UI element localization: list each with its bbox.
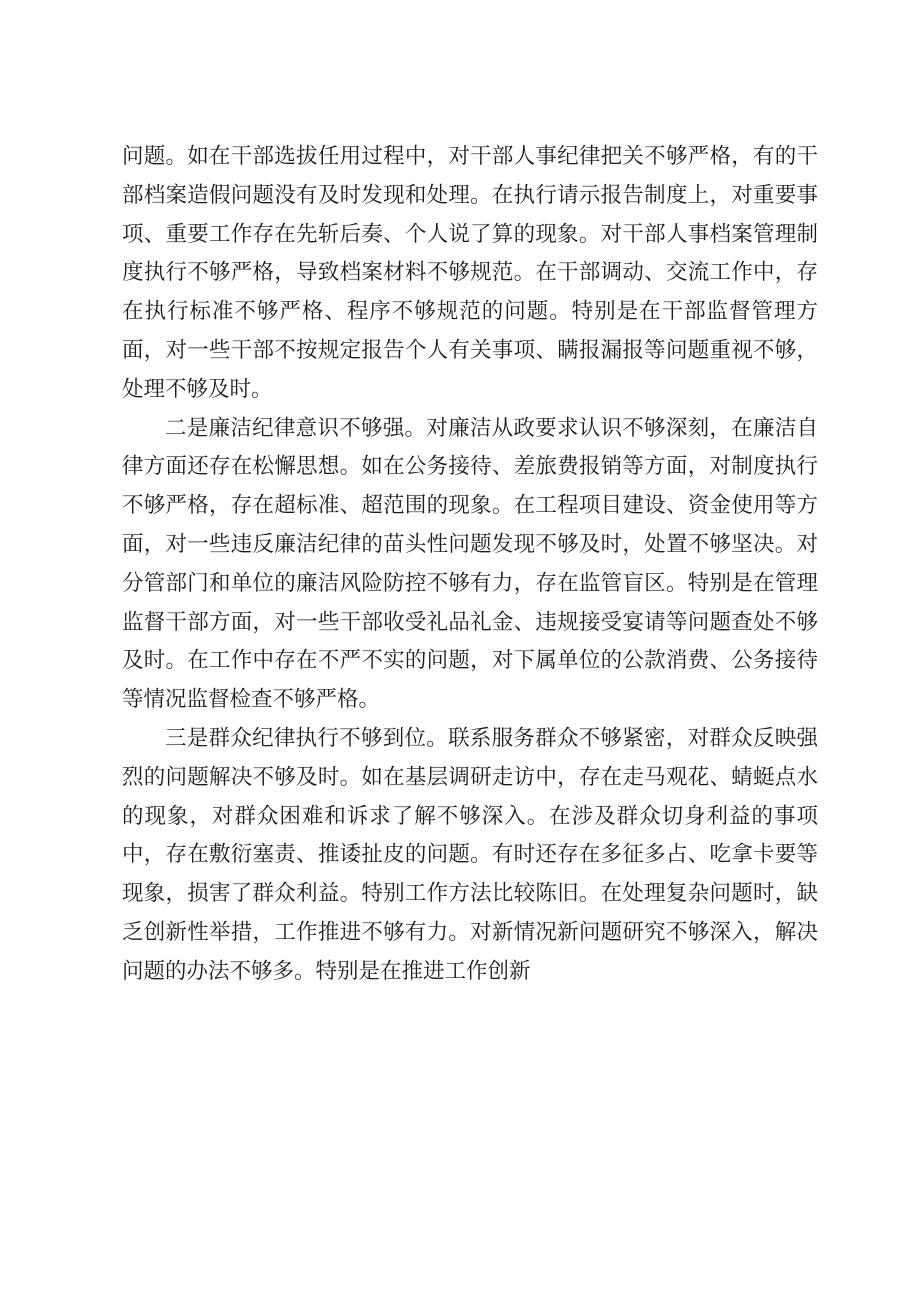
paragraph-continuation: 问题。如在干部选拔任用过程中，对干部人事纪律把关不够严格，有的干部档案造假问题没有及时发现和处理。在执行请示报告制度上，对重要事项、重要工作存在先斩后奏、个人说了算的现象。对干部人事档案管理制度执行不够严格，导致档案材料不够规范。在干部调动、交流工作中，存在执行标准不够严格、程序不够规范的问题。特别是在干部监督管理方面，对一些干部不按规定报告个人有关事项、瞒报漏报等问题重视不够，处理不够及时。 [122, 144, 818, 402]
document-body [122, 138, 818, 992]
paragraph-integrity-discipline: 二是廉洁纪律意识不够强。对廉洁从政要求认识不够深刻，在廉洁自律方面还存在松懈思想。如在公务接待、差旅费报销等方面，对制度执行不够严格，存在超标准、超范围的现象。在工程项目建设、资金使用等方面，对一些违反廉洁纪律的苗头性问题发现不够及时，处置不够坚决。对分管部门和单位的廉洁风险防控不够有力，存在监管盲区。特别是在管理监督干部方面，对一些干部收受礼品礼金、违规接受宴请等问题查处不够及时。在工作中存在不严不实的问题，对下属单位的公款消费、公务接待等情况监督检查不够严格。 [122, 415, 818, 713]
paragraph-mass-discipline: 三是群众纪律执行不够到位。联系服务群众不够紧密，对群众反映强烈的问题解决不够及时。如在基层调研走访中，存在走马观花、蜻蜓点水的现象，对群众困难和诉求了解不够深入。在涉及群众切身利益的事项中，存在敷衍塞责、推诿扯皮的问题。有时还存在多征多占、吃拿卡要等现象，损害了群众利益。特别工作方法比较陈旧。在处理复杂问题时，缺乏创新性举措，工作推进不够有力。对新情况新问题研究不够深入，解决问题的办法不够多。特别是在推进工作创新 [122, 725, 818, 984]
